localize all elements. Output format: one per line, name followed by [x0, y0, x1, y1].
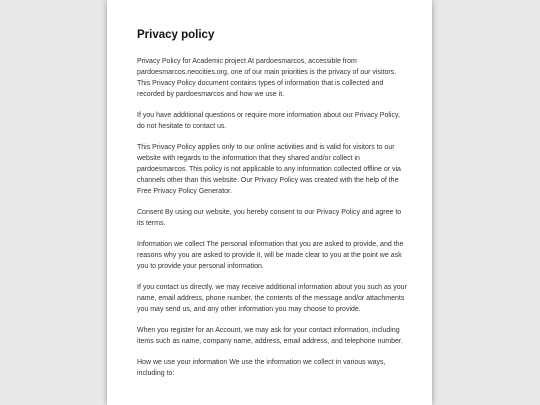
paragraph-how-we-use: How we use your information We use the information we collect in various ways, including to: [137, 359, 386, 377]
document-page [107, 0, 432, 405]
policy-content [137, 28, 407, 389]
paragraph-intro: Privacy Policy for Academic project At pardoesmarcos, accessible from pardoesmarcos.neocities.org, one of our main priorities is the privacy of our visitors. This Privacy Policy document contains types of information that is collected and recorded by pardoesmarcos and how we use it. [137, 58, 397, 98]
paragraph-contact: If you have additional questions or require more information about our Privacy Policy, do not hesitate to contact us. [137, 112, 400, 130]
paragraph-contact-directly: If you contact us directly, we may receive additional information about you such as your name, email address, phone number, the contents of the message and/or attachments you may send us, and any other information you may choose to provide. [137, 284, 407, 313]
paragraph-consent: Consent By using our website, you hereby consent to our Privacy Policy and agree to its terms. [137, 209, 402, 227]
paragraph-information-collect: Information we collect The personal information that you are asked to provide, and the reasons why you are asked to provide it, will be made clear to you at the point we ask you to provide your personal information. [137, 241, 404, 270]
page-title: Privacy policy [137, 29, 215, 41]
paragraph-scope: This Privacy Policy applies only to our online activities and is valid for visitors to our website with regards to the information that they shared and/or collect in pardoesmarcos. This policy is not applicable to any information collected offline or via channels other than this website. Our Privacy Policy was created with the help of the Free Privacy Policy Generator. [137, 144, 401, 195]
paragraph-register-account: When you register for an Account, we may ask for your contact information, including items such as name, company name, address, email address, and telephone number. [137, 327, 403, 345]
